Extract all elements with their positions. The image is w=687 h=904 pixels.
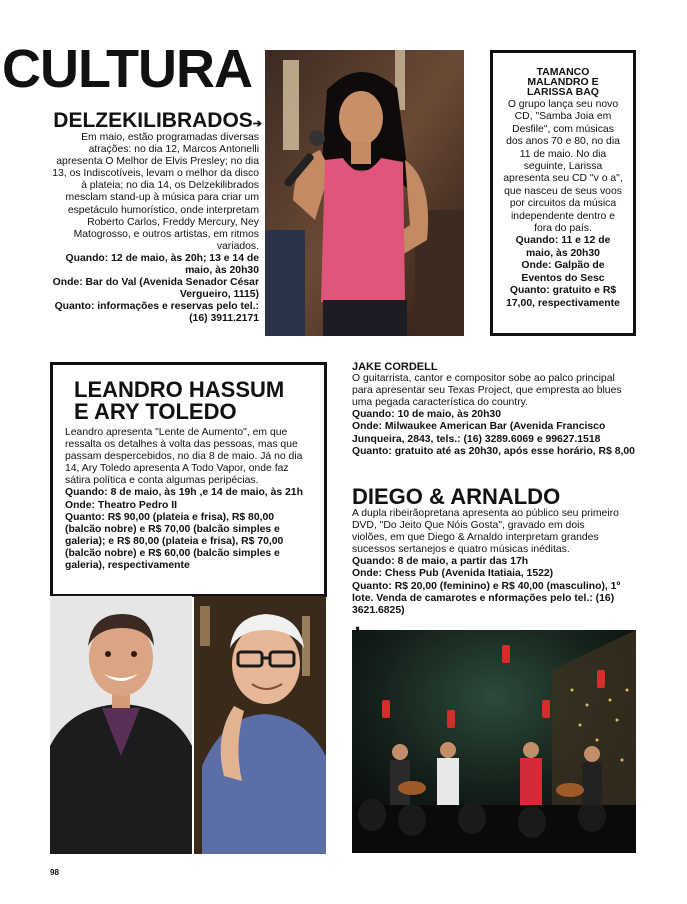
tamanco-text — [503, 99, 623, 310]
jake-cordell-where: Onde: Milwaukee American Bar (Avenida Francisco Junqueira, 2843, tels.: (16) 3289.6069 e 99627.1518 — [352, 421, 606, 445]
leandro-box — [50, 362, 327, 597]
arrow-right-icon: ➔ — [252, 118, 262, 130]
tamanco-where: Onde: Galpão de Eventos do Sesc — [521, 260, 605, 284]
diego-arnaldo-where: Onde: Chess Pub (Avenida Itatiaia, 1522) — [352, 568, 554, 580]
leandro-body: Leandro apresenta "Lente de Aumento", em que ressalta os detalhes à volta das pessoas, mas que passam despercebidos, no dia 8 de maio. Já no dia 14, Ary Toledo apresenta A Todo Vapor, onde faz sátira política e conta algumas peripécias. — [65, 427, 303, 487]
jake-cordell-price: Quanto: gratuito até as 20h30, após esse horário, R$ 8,00 — [352, 445, 635, 457]
delzekilibrados-body: Em maio, estão programadas diversas atrações: no dia 12, Marcos Antonelli apresenta O Melhor de Elvis Presley; no dia 13, os Indiscotíveis, levam o melhor da disco à plateia; no dia 14, os Delzekilibrados mesclam stand-up à música para criar um espetáculo humorístico, onde interpretam Roberto Carlos, Freddy Mercury, Ney Matogrosso, e outros artistas, em ritmos variados. — [52, 132, 259, 252]
leandro-price: Quanto: R$ 90,00 (plateia e frisa), R$ 80,00 (balcão nobre) e R$ 70,00 (balcão simples e galeria); e R$ 80,00 (plateia e frisa), R$ 70,00 (balcão nobre) e R$ 60,00 (balcão simples e galeria), respectivamente — [65, 511, 284, 572]
page-number: 98 — [50, 868, 59, 877]
tamanco-price: Quanto: gratuito e R$ 17,00, respectivamente — [506, 285, 620, 309]
leandro-title: LEANDRO HASSUM E ARY TOLEDO — [74, 377, 285, 424]
comedian-illustration — [50, 596, 192, 854]
jake-cordell-title: JAKE CORDELL — [352, 361, 438, 373]
tamanco-body: O grupo lança seu novo CD, "Samba Joia em Desfile", com músicas dos anos 70 e 80, no dia 11 de maio. No dia seguinte, Larissa apresenta seu CD "v o a", que nasceu de seus voos por circuitos da música independente dentro e fora do país. — [503, 99, 623, 235]
jake-cordell-body: O guitarrista, cantor e compositor sobe ao palco principal para apresentar seu Texas Project, que empresta ao blues uma pegada característica do country. — [352, 373, 622, 409]
diego-arnaldo-title: DIEGO & ARNALDO — [352, 484, 561, 509]
singer-illustration — [265, 50, 464, 336]
tamanco-title: TAMANCO MALANDRO E LARISSA BAQ — [527, 66, 599, 98]
diego-arnaldo-text — [352, 508, 622, 617]
delzekilibrados-where: Onde: Bar do Val (Avenida Senador César Vergueiro, 1115) — [52, 277, 259, 301]
diego-arnaldo-when: Quando: 8 de maio, a partir das 17h — [352, 556, 529, 568]
leandro-where: Onde: Theatro Pedro II — [65, 499, 177, 511]
tamanco-box — [490, 50, 636, 336]
leandro-text — [65, 427, 312, 572]
diego-arnaldo-price: Quanto: R$ 20,00 (feminino) e R$ 40,00 (masculino), 1º lote. Venda de camarotes e nformações pelo tel.: (16) 3621.6825) — [352, 580, 621, 616]
section-title: CULTURA — [2, 39, 252, 99]
ary-toledo-photo — [194, 596, 326, 854]
tamanco-when: Quando: 11 e 12 de maio, às 20h30 — [515, 235, 611, 259]
leandro-photo — [50, 596, 192, 854]
delzekilibrados-when: Quando: 12 de maio, às 20h; 13 e 14 de maio, às 20h30 — [65, 252, 259, 277]
elderly-man-illustration — [194, 596, 326, 854]
jake-cordell-text — [352, 361, 638, 458]
leandro-when: Quando: 8 de maio, às 19h ,e 14 de maio, às 21h — [65, 487, 303, 499]
diego-arnaldo-body: A dupla ribeirãopretana apresenta ao público seu primeiro DVD, "Do Jeito Que Nóis Gosta", gravado em dois violões, em que Diego & Arnaldo interpretam grandes sucessos sertanejos e quatro músicas inéditas. — [352, 508, 619, 556]
delzekilibrados-price: Quanto: informações e reservas pelo tel.: (16) 3911.2171 — [54, 301, 259, 325]
concert-illustration — [352, 630, 636, 853]
jake-cordell-when: Quando: 10 de maio, às 20h30 — [352, 409, 501, 421]
diego-arnaldo-photo — [352, 630, 636, 853]
delzekilibrados-title: DELZEKILIBRADOS➔ — [53, 109, 262, 132]
delzekilibrados-photo — [265, 50, 464, 336]
delzekilibrados-text — [52, 132, 259, 326]
